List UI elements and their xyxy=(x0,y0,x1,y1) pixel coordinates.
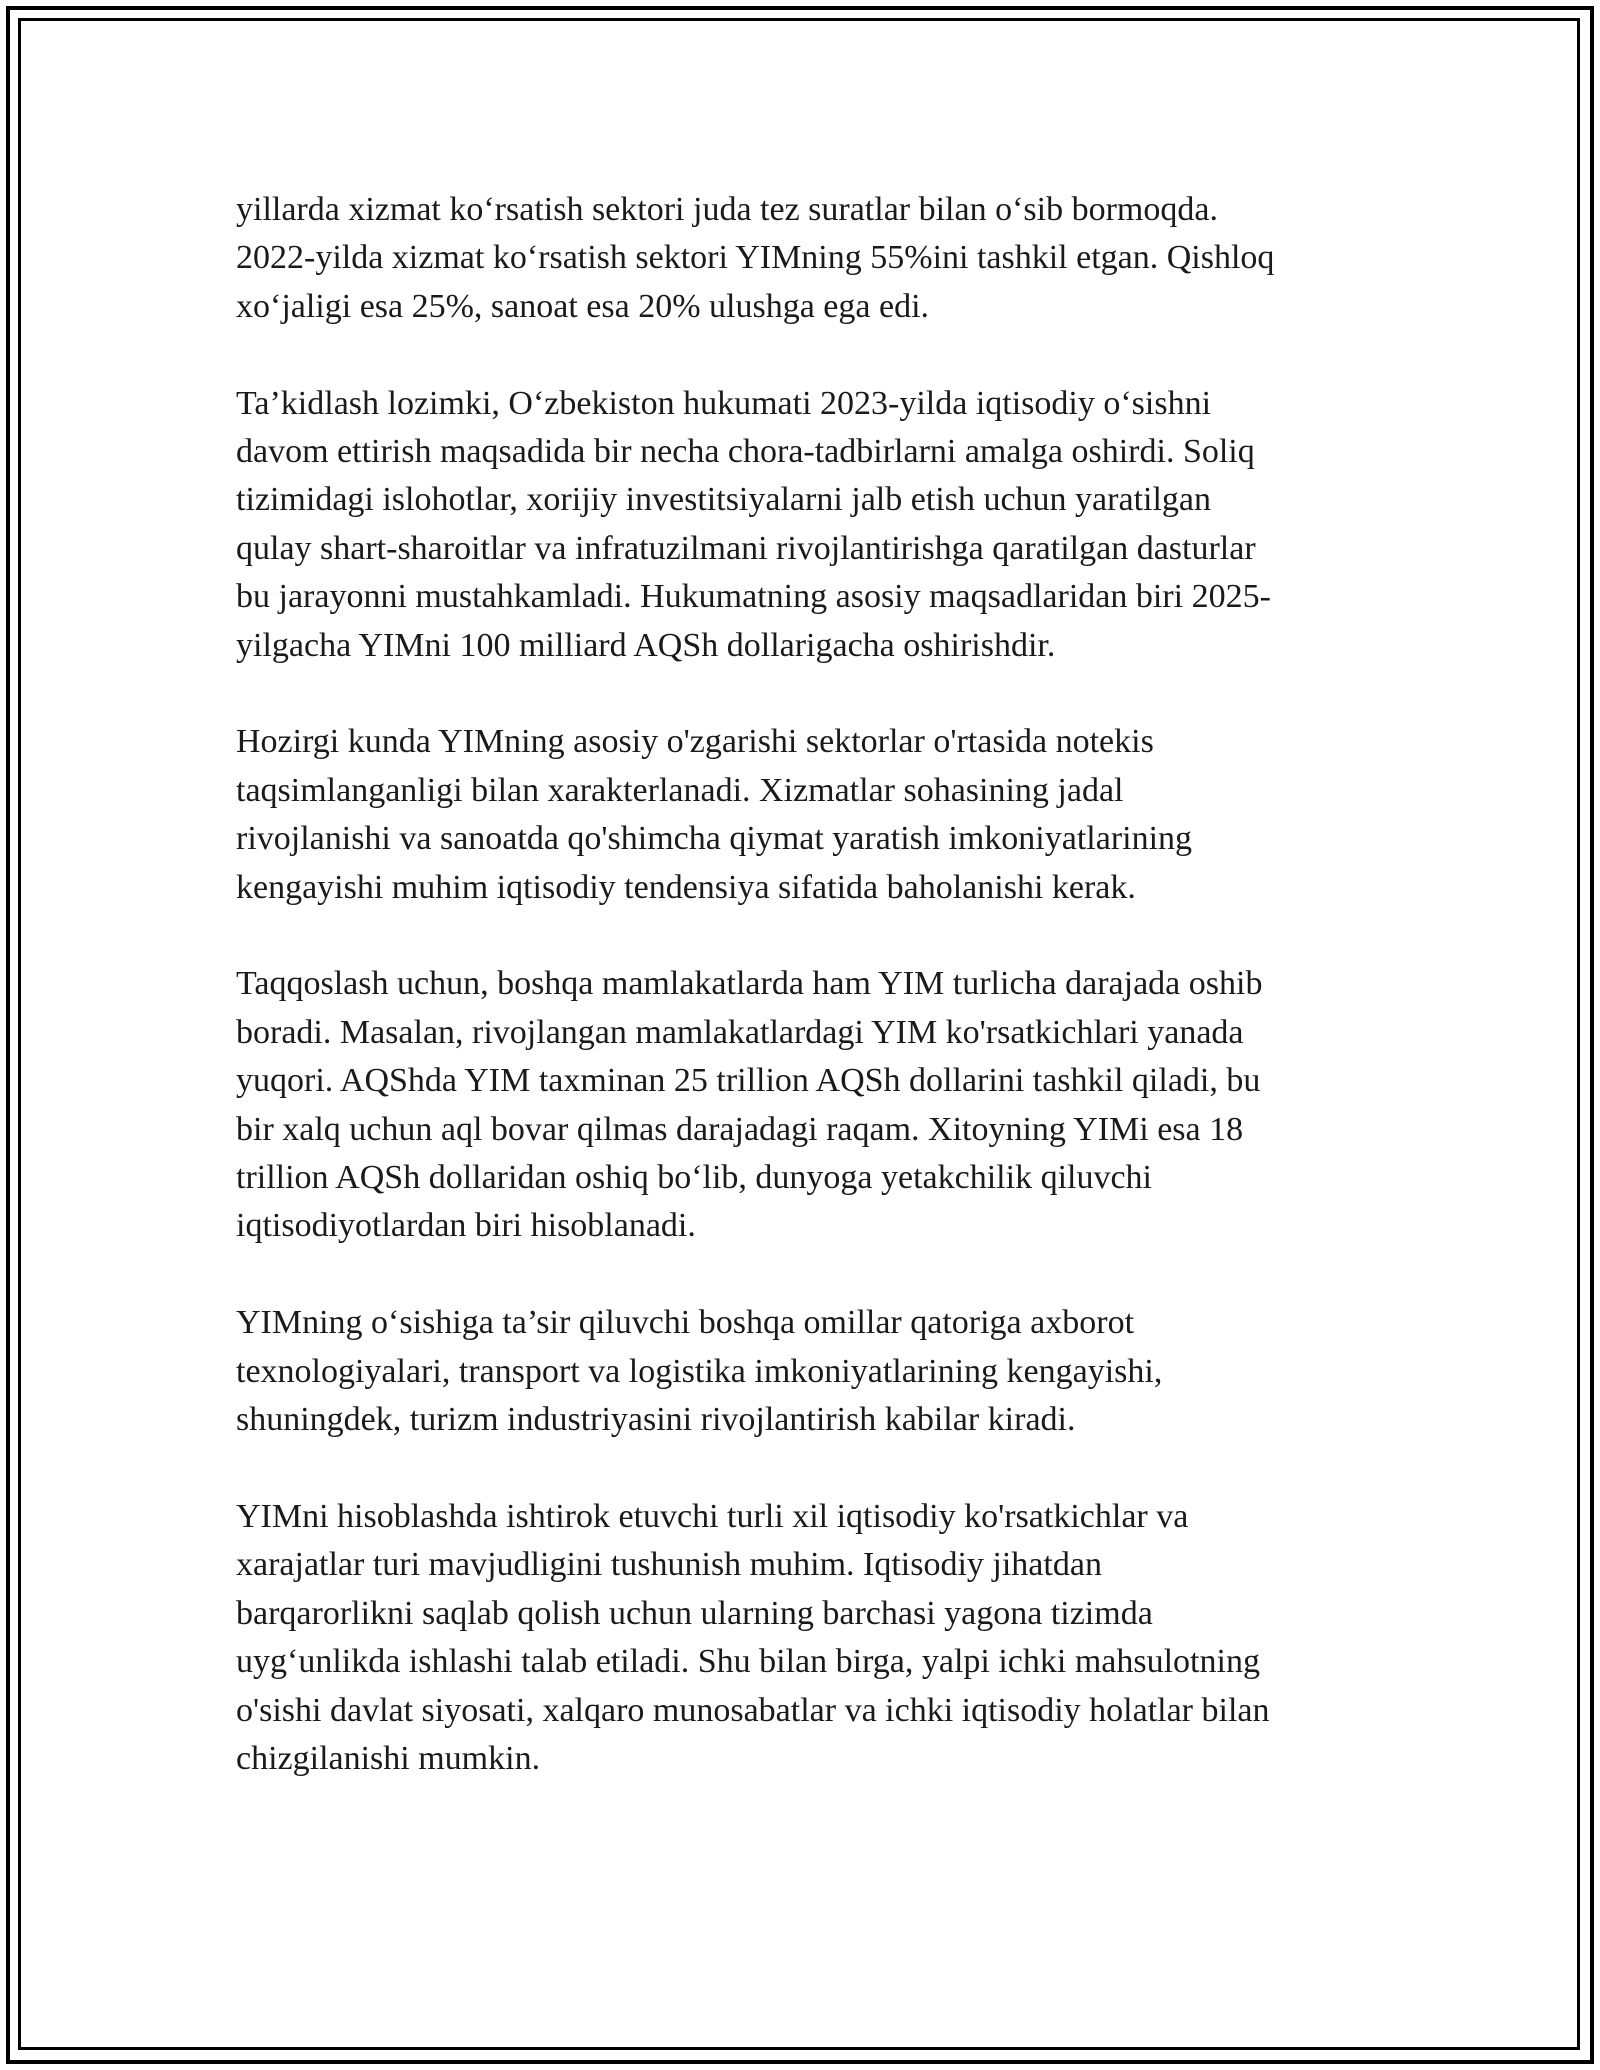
text-line: texnologiyalari, transport va logistika imkoniyatlarining kengayishi, xyxy=(236,1352,1163,1390)
text-line: Hozirgi kunda YIMning asosiy o'zgarishi sektorlar o'rtasida notekis xyxy=(236,723,1154,761)
paragraph-1 xyxy=(236,186,1366,331)
text-line: yilgacha YIMni 100 milliard AQSh dollarigacha oshirishdir. xyxy=(236,626,1056,664)
paragraph-2 xyxy=(236,380,1366,670)
text-line: yuqori. AQShda YIM taxminan 25 trillion AQSh dollarini tashkil qiladi, bu xyxy=(236,1062,1261,1100)
paragraph-5 xyxy=(236,1299,1366,1444)
paragraph-3 xyxy=(236,718,1366,912)
text-line: shuningdek, turizm industriyasini rivojlantirish kabilar kiradi. xyxy=(236,1401,1076,1439)
text-line: 2022-yilda xizmat ko‘rsatish sektori YIMning 55%ini tashkil etgan. Qishloq xyxy=(236,239,1275,277)
text-line: taqsimlanganligi bilan xarakterlanadi. Xizmatlar sohasining jadal xyxy=(236,771,1124,809)
text-line: YIMni hisoblashda ishtirok etuvchi turli xil iqtisodiy ko'rsatkichlar va xyxy=(236,1497,1189,1535)
text-line: xo‘jaligi esa 25%, sanoat esa 20% ulushga ega edi. xyxy=(236,287,930,325)
text-line: xarajatlar turi mavjudligini tushunish muhim. Iqtisodiy jihatdan xyxy=(236,1546,1102,1584)
paragraph-6 xyxy=(236,1493,1366,1783)
text-line: rivojlanishi va sanoatda qo'shimcha qiymat yaratish imkoniyatlarining xyxy=(236,820,1193,858)
text-line: qulay shart-sharoitlar va infratuzilmani rivojlantirishga qaratilgan dasturlar xyxy=(236,529,1256,567)
text-line: trillion AQSh dollaridan oshiq bo‘lib, dunyoga yetakchilik qiluvchi xyxy=(236,1159,1153,1197)
text-line: o'sishi davlat siyosati, xalqaro munosabatlar va ichki iqtisodiy holatlar bilan xyxy=(236,1691,1270,1729)
text-line: uyg‘unlikda ishlashi talab etiladi. Shu bilan birga, yalpi ichki mahsulotning xyxy=(236,1643,1260,1681)
text-line: tizimidagi islohotlar, xorijiy investitsiyalarni jalb etish uchun yaratilgan xyxy=(236,481,1211,519)
text-line: Ta’kidlash lozimki, O‘zbekiston hukumati 2023-yilda iqtisodiy o‘sishni xyxy=(236,384,1212,422)
text-line: bu jarayonni mustahkamladi. Hukumatning asosiy maqsadlaridan biri 2025- xyxy=(236,578,1271,616)
text-line: davom ettirish maqsadida bir necha chora-tadbirlarni amalga oshirdi. Soliq xyxy=(236,433,1255,471)
text-line: barqarorlikni saqlab qolish uchun ularning barchasi yagona tizimda xyxy=(236,1594,1153,1632)
text-line: boradi. Masalan, rivojlangan mamlakatlardagi YIM ko'rsatkichlari yanada xyxy=(236,1013,1244,1051)
text-line: Taqqoslash uchun, boshqa mamlakatlarda ham YIM turlicha darajada oshib xyxy=(236,965,1263,1003)
text-line: yillarda xizmat ko‘rsatish sektori juda tez suratlar bilan o‘sib bormoqda. xyxy=(236,191,1218,228)
text-line: chizgilanishi mumkin. xyxy=(236,1739,541,1777)
document-body xyxy=(236,186,1366,1832)
paragraph-4 xyxy=(236,960,1366,1250)
text-line: bir xalq uchun aql bovar qilmas darajadagi raqam. Xitoyning YIMi esa 18 xyxy=(236,1110,1244,1148)
text-line: iqtisodiyotlardan biri hisoblanadi. xyxy=(236,1207,696,1245)
text-line: kengayishi muhim iqtisodiy tendensiya sifatida baholanishi kerak. xyxy=(236,868,1136,906)
text-line: YIMning o‘sishiga ta’sir qiluvchi boshqa omillar qatoriga axborot xyxy=(236,1304,1135,1342)
